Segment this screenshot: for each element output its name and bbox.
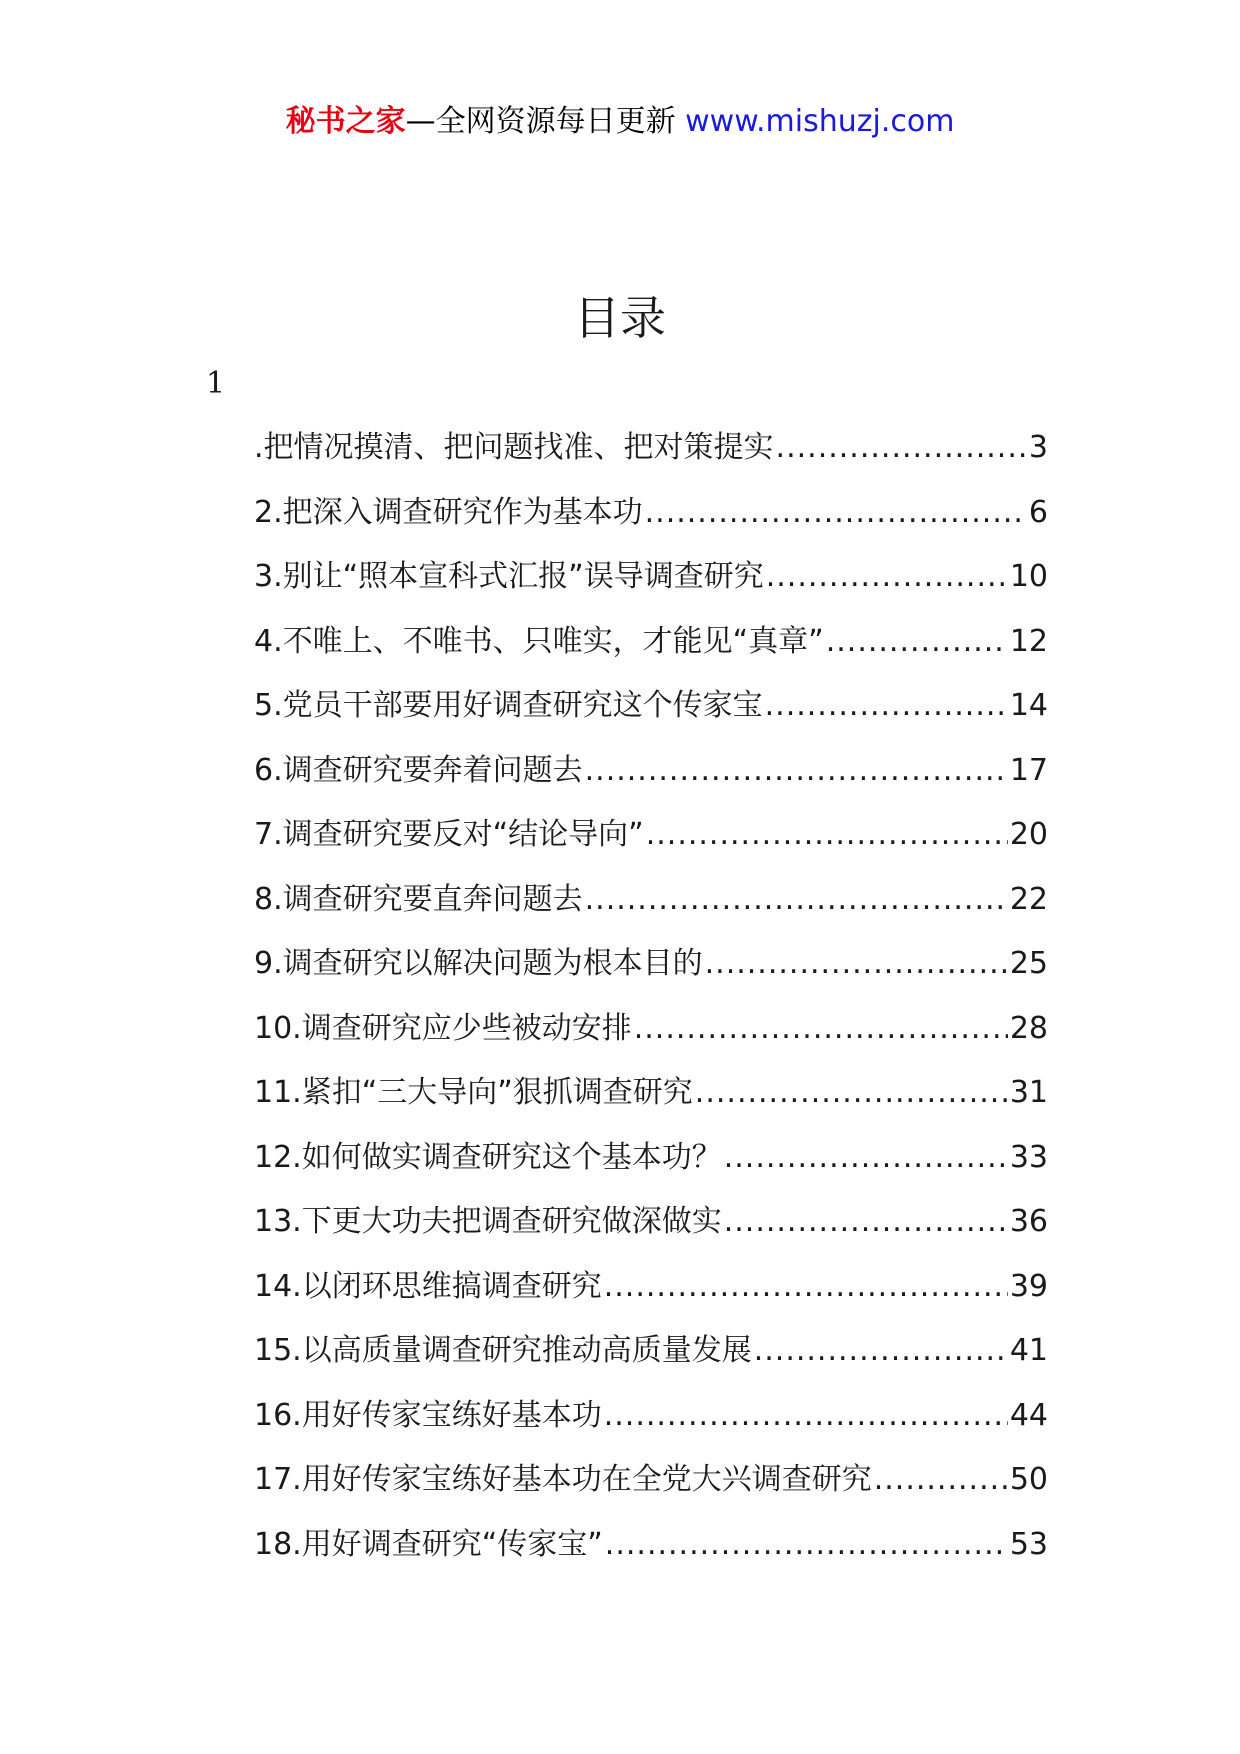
toc-entry-page: 6 xyxy=(1028,494,1048,530)
toc-entry[interactable] xyxy=(254,489,1048,554)
toc-entry[interactable] xyxy=(254,1134,1048,1199)
page-title: 目录 xyxy=(574,291,666,345)
toc-entry[interactable] xyxy=(254,747,1048,812)
toc-entry-title: 9.调查研究以解决问题为根本目的 xyxy=(254,946,703,981)
toc-entry[interactable] xyxy=(254,424,1048,489)
toc-entry-title: 11.紧扣“三大导向”狠抓调查研究 xyxy=(254,1075,693,1110)
page-number-marker: 1 xyxy=(206,366,226,401)
toc-dot-leader xyxy=(695,1069,1008,1117)
toc-entry-page: 31 xyxy=(1009,1075,1048,1110)
toc-entry[interactable] xyxy=(254,1521,1048,1586)
toc-entry[interactable] xyxy=(254,876,1048,941)
toc-dot-leader xyxy=(705,940,1008,988)
toc-entry[interactable] xyxy=(254,553,1048,618)
toc-entry-page: 50 xyxy=(1009,1462,1048,1497)
toc-entry-title: 13.下更大功夫把调查研究做深做实 xyxy=(254,1204,722,1239)
site-header xyxy=(0,100,1240,144)
toc-entry-page: 25 xyxy=(1009,946,1048,981)
toc-dot-leader xyxy=(724,1198,1008,1246)
toc-entry-page: 44 xyxy=(1009,1397,1048,1433)
toc-dot-leader xyxy=(634,1005,1008,1053)
toc-entry-title: 18.用好调查研究“传家宝” xyxy=(254,1526,603,1562)
toc-dot-leader xyxy=(776,424,1027,472)
toc-entry-title: 8.调查研究要直奔问题去 xyxy=(254,881,583,917)
toc-entry[interactable] xyxy=(254,940,1048,1005)
toc-entry-title: 14.以闭环思维搞调查研究 xyxy=(254,1268,602,1304)
toc-entry[interactable] xyxy=(254,1263,1048,1328)
toc-entry-page: 36 xyxy=(1009,1204,1048,1239)
toc-entry[interactable] xyxy=(254,811,1048,876)
toc-entry-page: 33 xyxy=(1009,1139,1048,1175)
toc-entry[interactable] xyxy=(254,1198,1048,1263)
toc-entry-page: 17 xyxy=(1009,752,1048,788)
site-url-link[interactable]: www.mishuzj.com xyxy=(685,104,955,139)
toc-entry-title: 12.如何做实调查研究这个基本功？ xyxy=(254,1139,722,1175)
toc-dot-leader xyxy=(585,876,1008,924)
toc-entry-page: 39 xyxy=(1009,1268,1048,1304)
toc-dot-leader xyxy=(724,1134,1008,1182)
toc-entry-page: 22 xyxy=(1009,881,1048,917)
toc-entry-title: 2.把深入调查研究作为基本功 xyxy=(254,494,643,530)
toc-entry-title: 16.用好传家宝练好基本功 xyxy=(254,1397,602,1433)
toc-dot-leader xyxy=(754,1327,1008,1375)
toc-entry-title: 3.别让“照本宣科式汇报”误导调查研究 xyxy=(254,559,764,594)
toc-entry[interactable] xyxy=(254,618,1048,683)
toc-entry[interactable] xyxy=(254,1392,1048,1457)
toc-entry-title: 10.调查研究应少些被动安排 xyxy=(254,1010,632,1046)
toc-dot-leader xyxy=(605,1521,1008,1569)
toc-dot-leader xyxy=(604,1392,1008,1440)
toc-entry-page: 53 xyxy=(1009,1526,1048,1562)
toc-entry-page: 12 xyxy=(1009,623,1048,659)
toc-entry-title: .把情况摸清、把问题找准、把对策提实 xyxy=(254,430,774,465)
toc-entry-page: 14 xyxy=(1009,688,1048,723)
toc-dot-leader xyxy=(765,682,1008,730)
toc-entry-page: 3 xyxy=(1028,430,1048,465)
toc-dot-leader xyxy=(826,618,1008,666)
toc-entry[interactable] xyxy=(254,1005,1048,1070)
toc-entry-title: 7.调查研究要反对“结论导向” xyxy=(254,817,644,852)
table-of-contents xyxy=(254,424,1048,1585)
toc-dot-leader xyxy=(604,1263,1008,1311)
header-slogan: —全网资源每日更新 xyxy=(405,104,676,139)
toc-entry-title: 17.用好传家宝练好基本功在全党大兴调查研究 xyxy=(254,1462,872,1497)
toc-entry-page: 10 xyxy=(1009,559,1048,594)
toc-entry-title: 4.不唯上、不唯书、只唯实，才能见“真章” xyxy=(254,623,824,659)
toc-entry[interactable] xyxy=(254,682,1048,747)
toc-entry[interactable] xyxy=(254,1327,1048,1392)
toc-entry[interactable] xyxy=(254,1456,1048,1521)
toc-entry-title: 5.党员干部要用好调查研究这个传家宝 xyxy=(254,688,763,723)
toc-entry-title: 6.调查研究要奔着问题去 xyxy=(254,752,583,788)
toc-entry-title: 15.以高质量调查研究推动高质量发展 xyxy=(254,1333,752,1368)
toc-dot-leader xyxy=(645,489,1027,537)
toc-dot-leader xyxy=(646,811,1008,859)
toc-dot-leader xyxy=(874,1456,1008,1504)
toc-entry-page: 41 xyxy=(1009,1333,1048,1368)
toc-dot-leader xyxy=(766,553,1008,601)
toc-entry-page: 20 xyxy=(1009,817,1048,852)
toc-dot-leader xyxy=(585,747,1008,795)
toc-entry-page: 28 xyxy=(1009,1010,1048,1046)
brand-name: 秘书之家 xyxy=(285,104,406,139)
toc-entry[interactable] xyxy=(254,1069,1048,1134)
